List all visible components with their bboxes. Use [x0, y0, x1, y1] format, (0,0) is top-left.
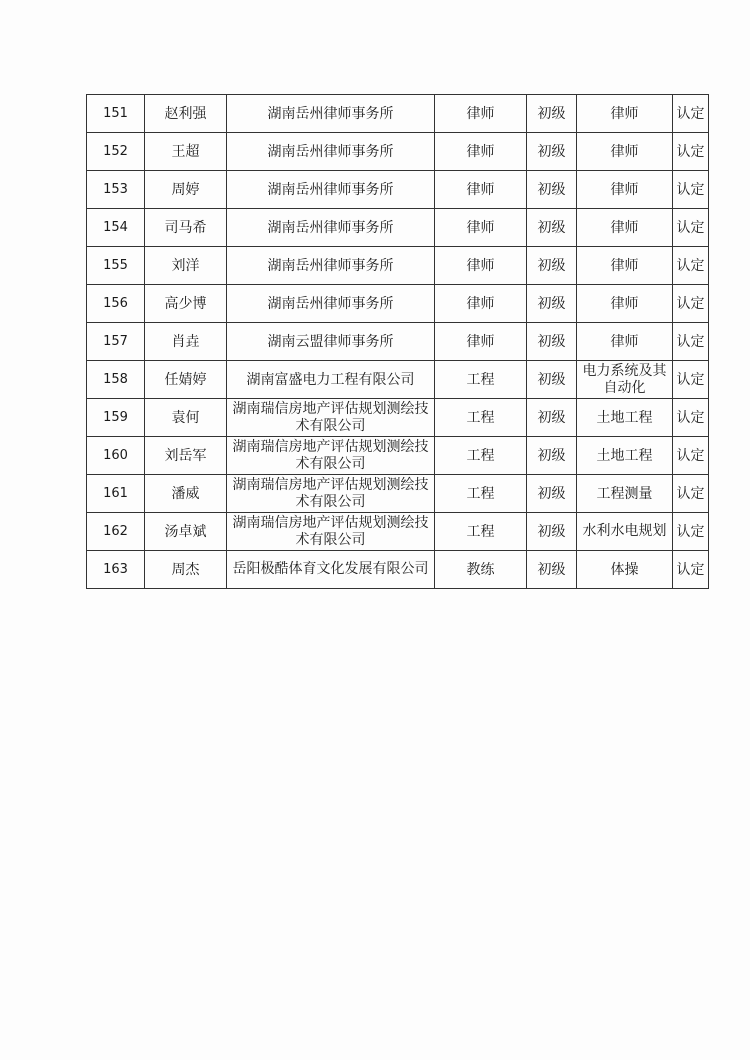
cell-major: 律师 — [577, 209, 673, 247]
cell-level: 初级 — [527, 551, 577, 589]
cell-org: 湖南岳州律师事务所 — [227, 171, 435, 209]
cell-name: 周杰 — [145, 551, 227, 589]
cell-major: 律师 — [577, 285, 673, 323]
cell-org: 湖南岳州律师事务所 — [227, 95, 435, 133]
cell-type: 律师 — [435, 133, 527, 171]
cell-name: 肖垚 — [145, 323, 227, 361]
cell-level: 初级 — [527, 133, 577, 171]
table-row — [87, 513, 709, 551]
cell-result: 认定 — [673, 399, 709, 437]
cell-major: 土地工程 — [577, 399, 673, 437]
cell-type: 律师 — [435, 247, 527, 285]
cell-no: 163 — [87, 551, 145, 589]
cell-org: 湖南岳州律师事务所 — [227, 247, 435, 285]
cell-no: 160 — [87, 437, 145, 475]
table-row — [87, 323, 709, 361]
cell-no: 158 — [87, 361, 145, 399]
cell-type: 律师 — [435, 285, 527, 323]
table-row — [87, 133, 709, 171]
cell-result: 认定 — [673, 475, 709, 513]
table-row — [87, 171, 709, 209]
cell-result: 认定 — [673, 247, 709, 285]
cell-level: 初级 — [527, 209, 577, 247]
cell-type: 教练 — [435, 551, 527, 589]
cell-result: 认定 — [673, 513, 709, 551]
cell-name: 任婧婷 — [145, 361, 227, 399]
cell-no: 162 — [87, 513, 145, 551]
cell-result: 认定 — [673, 285, 709, 323]
cell-level: 初级 — [527, 171, 577, 209]
cell-org: 湖南瑞信房地产评估规划测绘技术有限公司 — [227, 399, 435, 437]
cell-major: 体操 — [577, 551, 673, 589]
cell-name: 刘洋 — [145, 247, 227, 285]
roster-table — [86, 94, 709, 589]
cell-no: 161 — [87, 475, 145, 513]
cell-name: 赵利强 — [145, 95, 227, 133]
cell-major: 土地工程 — [577, 437, 673, 475]
cell-level: 初级 — [527, 399, 577, 437]
cell-major: 律师 — [577, 323, 673, 361]
table-row — [87, 209, 709, 247]
cell-level: 初级 — [527, 513, 577, 551]
cell-org: 湖南富盛电力工程有限公司 — [227, 361, 435, 399]
cell-type: 工程 — [435, 475, 527, 513]
cell-no: 154 — [87, 209, 145, 247]
cell-major: 电力系统及其自动化 — [577, 361, 673, 399]
cell-org: 湖南岳州律师事务所 — [227, 285, 435, 323]
cell-major: 律师 — [577, 171, 673, 209]
cell-name: 潘威 — [145, 475, 227, 513]
cell-level: 初级 — [527, 95, 577, 133]
cell-name: 周婷 — [145, 171, 227, 209]
cell-name: 汤卓斌 — [145, 513, 227, 551]
cell-name: 高少博 — [145, 285, 227, 323]
table-row — [87, 551, 709, 589]
cell-level: 初级 — [527, 437, 577, 475]
cell-major: 水利水电规划 — [577, 513, 673, 551]
cell-type: 工程 — [435, 399, 527, 437]
cell-type: 律师 — [435, 171, 527, 209]
cell-name: 司马希 — [145, 209, 227, 247]
cell-result: 认定 — [673, 95, 709, 133]
table-row — [87, 95, 709, 133]
cell-type: 律师 — [435, 95, 527, 133]
cell-major: 律师 — [577, 133, 673, 171]
cell-result: 认定 — [673, 209, 709, 247]
cell-no: 151 — [87, 95, 145, 133]
cell-major: 律师 — [577, 247, 673, 285]
cell-name: 王超 — [145, 133, 227, 171]
cell-no: 159 — [87, 399, 145, 437]
cell-type: 工程 — [435, 361, 527, 399]
cell-org: 湖南瑞信房地产评估规划测绘技术有限公司 — [227, 475, 435, 513]
cell-no: 157 — [87, 323, 145, 361]
cell-type: 律师 — [435, 209, 527, 247]
table-row — [87, 361, 709, 399]
table-row — [87, 475, 709, 513]
cell-level: 初级 — [527, 323, 577, 361]
table-row — [87, 399, 709, 437]
cell-result: 认定 — [673, 437, 709, 475]
cell-result: 认定 — [673, 323, 709, 361]
cell-no: 156 — [87, 285, 145, 323]
cell-result: 认定 — [673, 361, 709, 399]
cell-org: 湖南云盟律师事务所 — [227, 323, 435, 361]
cell-level: 初级 — [527, 475, 577, 513]
cell-type: 律师 — [435, 323, 527, 361]
table-row — [87, 437, 709, 475]
table-row — [87, 247, 709, 285]
cell-org: 湖南瑞信房地产评估规划测绘技术有限公司 — [227, 513, 435, 551]
cell-major: 律师 — [577, 95, 673, 133]
cell-no: 155 — [87, 247, 145, 285]
cell-no: 152 — [87, 133, 145, 171]
cell-result: 认定 — [673, 133, 709, 171]
cell-level: 初级 — [527, 361, 577, 399]
roster-body — [87, 95, 709, 589]
cell-result: 认定 — [673, 171, 709, 209]
cell-org: 岳阳极酷体育文化发展有限公司 — [227, 551, 435, 589]
cell-type: 工程 — [435, 437, 527, 475]
cell-name: 袁何 — [145, 399, 227, 437]
cell-name: 刘岳军 — [145, 437, 227, 475]
cell-result: 认定 — [673, 551, 709, 589]
cell-major: 工程测量 — [577, 475, 673, 513]
table-row — [87, 285, 709, 323]
cell-org: 湖南岳州律师事务所 — [227, 209, 435, 247]
cell-org: 湖南瑞信房地产评估规划测绘技术有限公司 — [227, 437, 435, 475]
cell-org: 湖南岳州律师事务所 — [227, 133, 435, 171]
cell-level: 初级 — [527, 285, 577, 323]
cell-no: 153 — [87, 171, 145, 209]
cell-level: 初级 — [527, 247, 577, 285]
cell-type: 工程 — [435, 513, 527, 551]
